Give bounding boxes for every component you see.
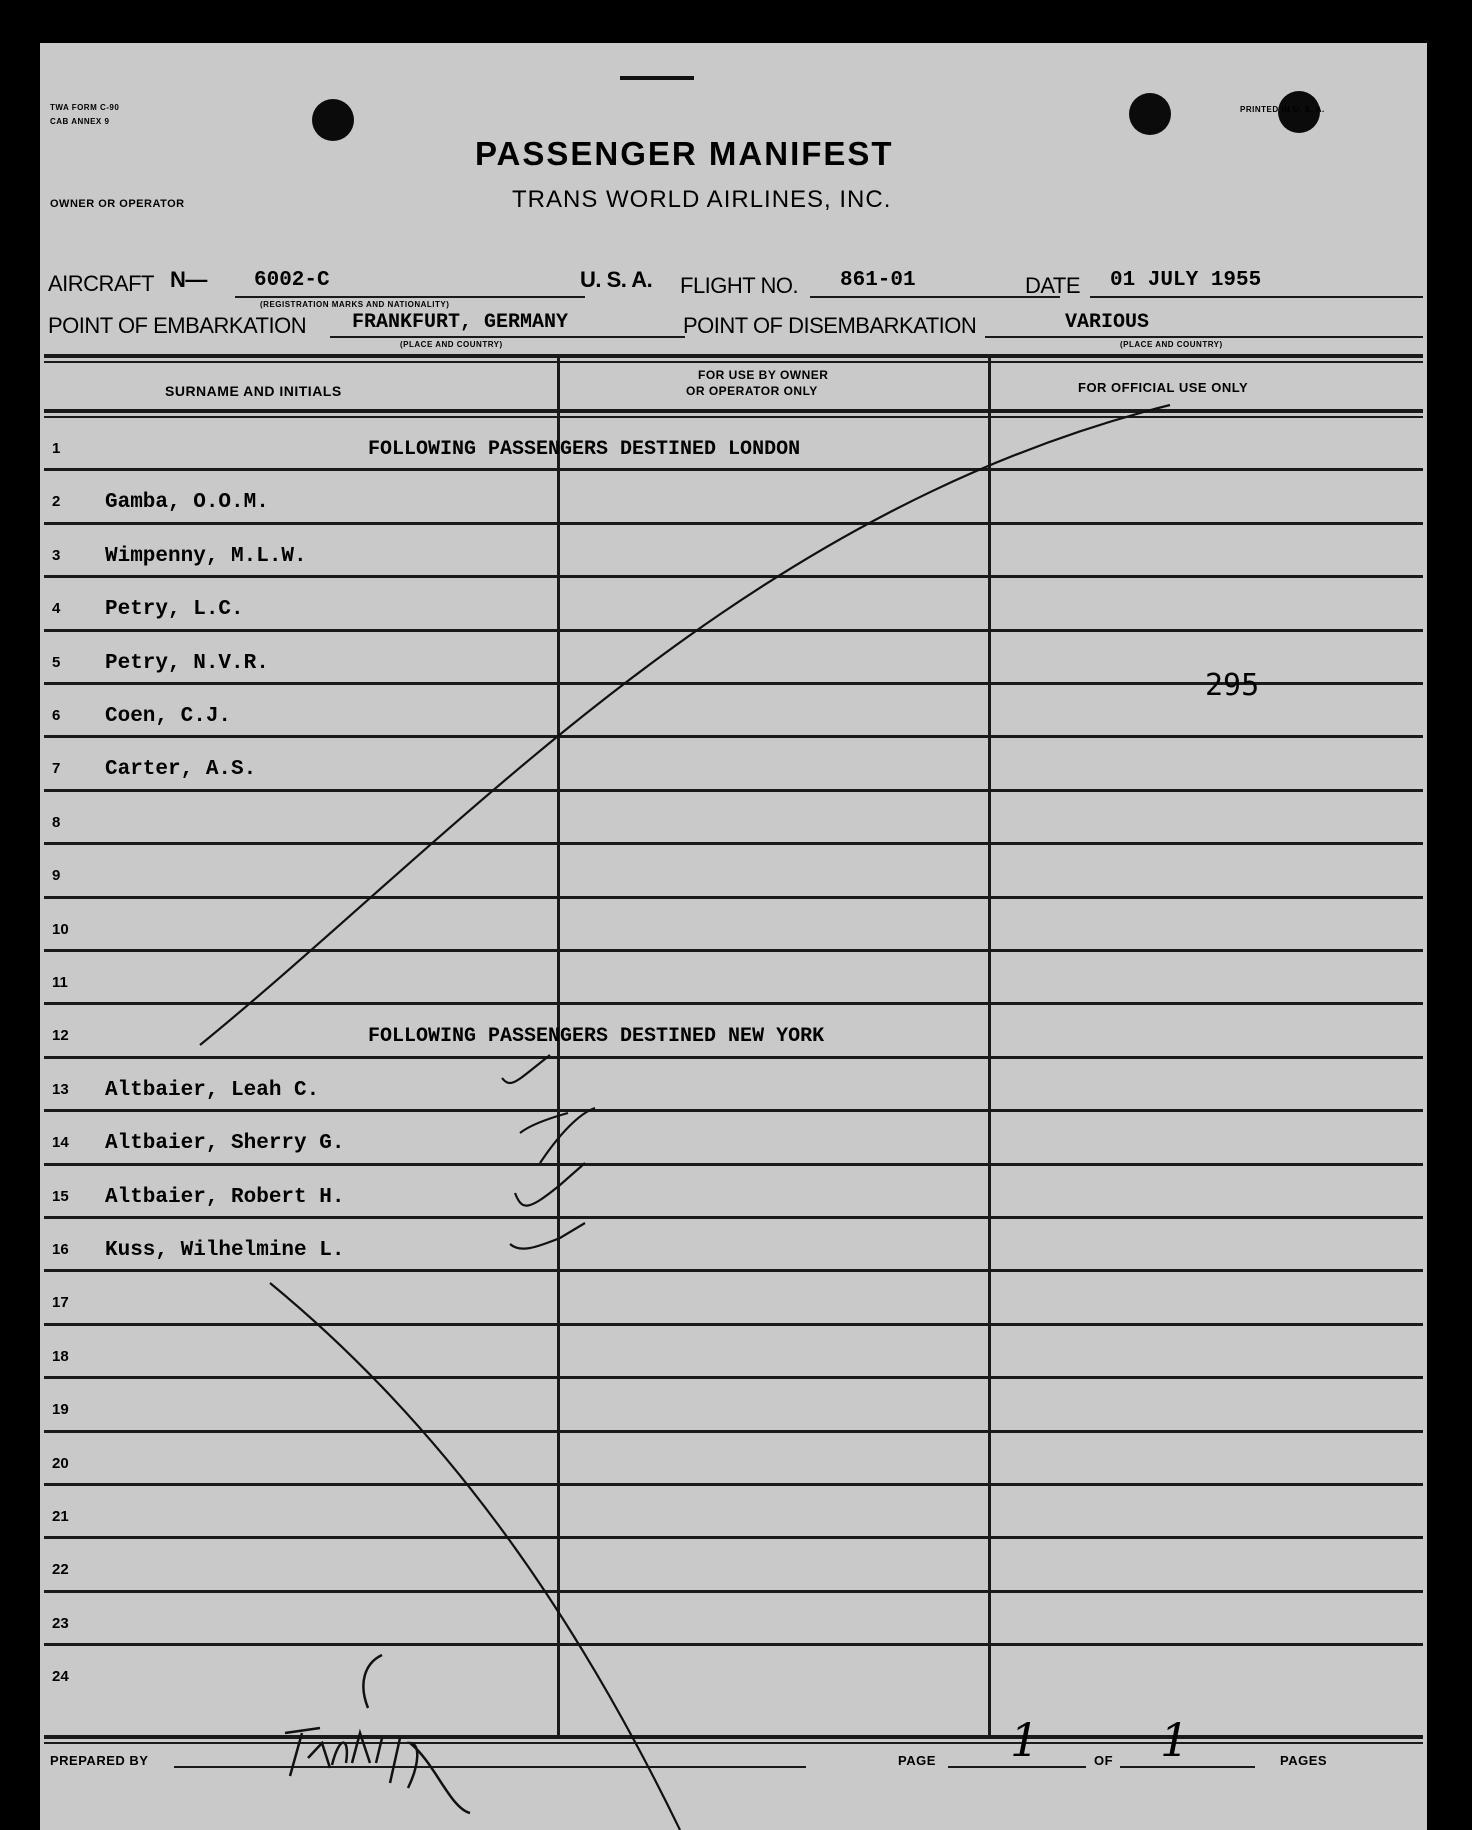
- page-value: 1: [1010, 1713, 1040, 1767]
- signature: [285, 1728, 470, 1813]
- passenger-name: Carter, A.S.: [105, 758, 257, 782]
- row-number: 4: [52, 600, 61, 618]
- check-mark-15: [515, 1163, 585, 1206]
- row-number: 10: [52, 920, 69, 938]
- check-mark-16: [510, 1223, 585, 1249]
- passenger-name: Gamba, O.O.M.: [105, 491, 269, 515]
- row-number: 19: [52, 1401, 69, 1419]
- owner-label: OWNER OR OPERATOR: [50, 198, 185, 210]
- row-number: 23: [52, 1614, 69, 1632]
- registration-caption: (REGISTRATION MARKS AND NATIONALITY): [260, 300, 450, 309]
- company-name: TRANS WORLD AIRLINES, INC.: [512, 186, 892, 213]
- disembarkation-value: VARIOUS: [1065, 311, 1150, 334]
- passenger-name: Petry, L.C.: [105, 598, 244, 622]
- row-number: 7: [52, 760, 61, 778]
- prepared-by-label: PREPARED BY: [50, 1753, 149, 1768]
- disembarkation-label: POINT OF DISEMBARKATION: [683, 313, 977, 338]
- passenger-name: Altbaier, Robert H.: [105, 1185, 345, 1209]
- flight-label: FLIGHT NO.: [680, 273, 799, 298]
- manifest-sheet: [40, 43, 1427, 1830]
- col-header-owner-use-1: FOR USE BY OWNER: [698, 368, 829, 382]
- passenger-name: Petry, N.V.R.: [105, 651, 269, 675]
- aircraft-prefix: N—: [170, 267, 207, 292]
- row-number: 11: [52, 974, 68, 991]
- embarkation-label: POINT OF EMBARKATION: [48, 313, 307, 338]
- embarkation-value: FRANKFURT, GERMANY: [352, 311, 569, 334]
- section-heading: FOLLOWING PASSENGERS DESTINED LONDON: [368, 438, 801, 461]
- flight-value: 861-01: [840, 269, 916, 292]
- passenger-name: Coen, C.J.: [105, 705, 232, 728]
- date-value: 01 JULY 1955: [1110, 269, 1262, 292]
- row-number: 8: [52, 813, 61, 831]
- row-number: 1: [52, 440, 61, 457]
- cab-annex: CAB ANNEX 9: [50, 117, 110, 126]
- row-number: 12: [52, 1027, 69, 1045]
- row-number: 6: [52, 707, 61, 724]
- passenger-name: Wimpenny, M.L.W.: [105, 544, 307, 568]
- page-title: PASSENGER MANIFEST: [475, 135, 894, 172]
- row-number: 15: [52, 1187, 69, 1205]
- col-header-surname: SURNAME AND INITIALS: [165, 383, 342, 399]
- row-number: 3: [52, 546, 61, 564]
- london-cancel-stroke: [200, 405, 1170, 1045]
- official-note: 295: [1205, 668, 1260, 703]
- passenger-name: Altbaier, Sherry G.: [105, 1132, 345, 1156]
- row-number: 13: [52, 1080, 69, 1098]
- signature-flourish: [363, 1655, 382, 1708]
- row-number: 22: [52, 1561, 69, 1579]
- pages-label: PAGES: [1280, 1753, 1328, 1768]
- form-number: TWA FORM C-90: [50, 103, 120, 112]
- row-number: 5: [52, 653, 61, 671]
- usa-label: U. S. A.: [580, 267, 653, 292]
- row-number: 16: [52, 1241, 69, 1258]
- check-mark-14: [520, 1108, 595, 1163]
- section-heading: FOLLOWING PASSENGERS DESTINED NEW YORK: [368, 1025, 825, 1049]
- disembark-place-caption: (PLACE AND COUNTRY): [1120, 340, 1223, 349]
- check-mark-13: [502, 1055, 550, 1083]
- row-number: 24: [52, 1668, 69, 1686]
- col-header-official: FOR OFFICIAL USE ONLY: [1078, 380, 1249, 395]
- handwritten-marks: [40, 43, 1427, 1830]
- printed-in: PRINTED IN U. S. A.: [1240, 105, 1325, 114]
- of-label: OF: [1094, 1753, 1114, 1768]
- row-number: 2: [52, 493, 61, 511]
- aircraft-value: 6002-C: [254, 269, 330, 292]
- date-label: DATE: [1025, 273, 1081, 298]
- passenger-name: Kuss, Wilhelmine L.: [105, 1239, 345, 1262]
- row-number: 20: [52, 1454, 69, 1472]
- embark-place-caption: (PLACE AND COUNTRY): [400, 340, 503, 349]
- of-value: 1: [1160, 1713, 1190, 1767]
- row-number: 9: [52, 867, 61, 885]
- row-number: 21: [52, 1508, 69, 1525]
- col-header-owner-use-2: OR OPERATOR ONLY: [686, 384, 818, 398]
- row-number: 18: [52, 1347, 69, 1365]
- blank-rows-cancel-stroke: [270, 1283, 680, 1830]
- row-number: 14: [52, 1134, 69, 1152]
- passenger-name: Altbaier, Leah C.: [105, 1078, 320, 1102]
- aircraft-label: AIRCRAFT: [48, 271, 154, 296]
- page-label: PAGE: [898, 1753, 936, 1768]
- row-number: 17: [52, 1294, 69, 1312]
